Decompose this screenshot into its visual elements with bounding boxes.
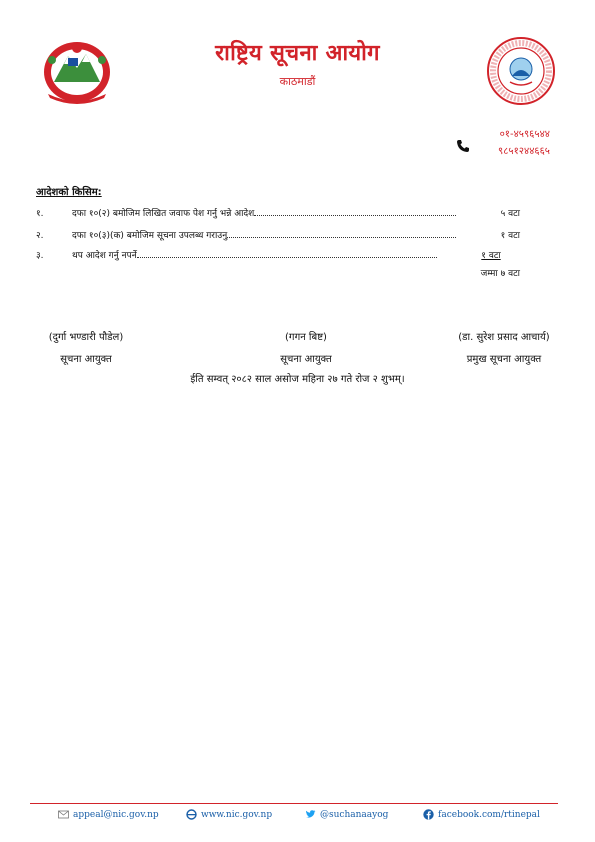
- signatory-block: [424, 327, 584, 371]
- closing-line: ईति सम्वत् २०८२ साल असोज महिना २७ गते रोज २ शुभम्।: [190, 374, 405, 385]
- browser-icon: [186, 809, 197, 820]
- order-item-count: १ वटा: [481, 251, 501, 261]
- signatory-name: (डा. सुरेश प्रसाद आचार्य): [458, 332, 550, 343]
- signatory-block: [226, 327, 386, 371]
- order-item: [36, 225, 520, 241]
- signatory-name: (दुर्गा भण्डारी पौडेल): [48, 332, 124, 343]
- website-link[interactable]: www.nic.gov.np: [201, 809, 273, 820]
- organization-city: काठमाडौं: [279, 75, 316, 88]
- order-item-text: दफा १०(३)(क) बमोजिम सूचना उपलब्ध गराउनु: [72, 231, 228, 241]
- footer-facebook[interactable]: [423, 809, 540, 820]
- signatory-name: (गगन बिष्ट): [285, 332, 327, 343]
- email-link[interactable]: appeal@nic.gov.np: [73, 809, 159, 820]
- order-item-number: ३.: [36, 251, 44, 261]
- facebook-link[interactable]: facebook.com/rtinepal: [438, 809, 540, 820]
- order-item-text: दफा १०(२) बमोजिम लिखित जवाफ पेश गर्नु भन्ने आदेश: [72, 209, 255, 219]
- footer-email[interactable]: [58, 809, 159, 820]
- order-item: [36, 245, 520, 261]
- order-item-count: ५ वटा: [500, 209, 520, 219]
- order-item-number: २.: [36, 231, 44, 241]
- footer-twitter[interactable]: [305, 809, 388, 820]
- mail-icon: [58, 809, 69, 820]
- order-item-count: १ वटा: [500, 231, 520, 241]
- signatory-title: सूचना आयुक्त: [280, 354, 332, 365]
- order-item-number: १.: [36, 209, 44, 219]
- signatory-title: सूचना आयुक्त: [60, 354, 112, 365]
- organization-title: राष्ट्रिय सूचना आयोग: [215, 40, 380, 66]
- twitter-icon: [305, 809, 316, 820]
- facebook-icon: [423, 809, 434, 820]
- footer-website[interactable]: [186, 809, 272, 820]
- footer-divider: [30, 803, 558, 804]
- leader-dots: [227, 236, 456, 238]
- phone-number-2: ९८५१२४४६६५: [498, 146, 550, 157]
- phone-number-1: ०१-४५९६५४४: [499, 129, 550, 140]
- phone-icon: [456, 139, 470, 153]
- twitter-link[interactable]: @suchanaayog: [320, 809, 389, 820]
- leader-dots: [254, 214, 456, 216]
- order-type-heading: आदेशको किसिम:: [36, 187, 102, 198]
- order-item-text: थप आदेश गर्नु नपर्ने: [72, 251, 137, 261]
- signatory-block: [6, 327, 166, 371]
- signatory-title: प्रमुख सूचना आयुक्त: [466, 354, 542, 365]
- leader-dots: [137, 256, 437, 258]
- order-total: जम्मा ७ वटा: [480, 269, 520, 279]
- order-item: [36, 203, 520, 219]
